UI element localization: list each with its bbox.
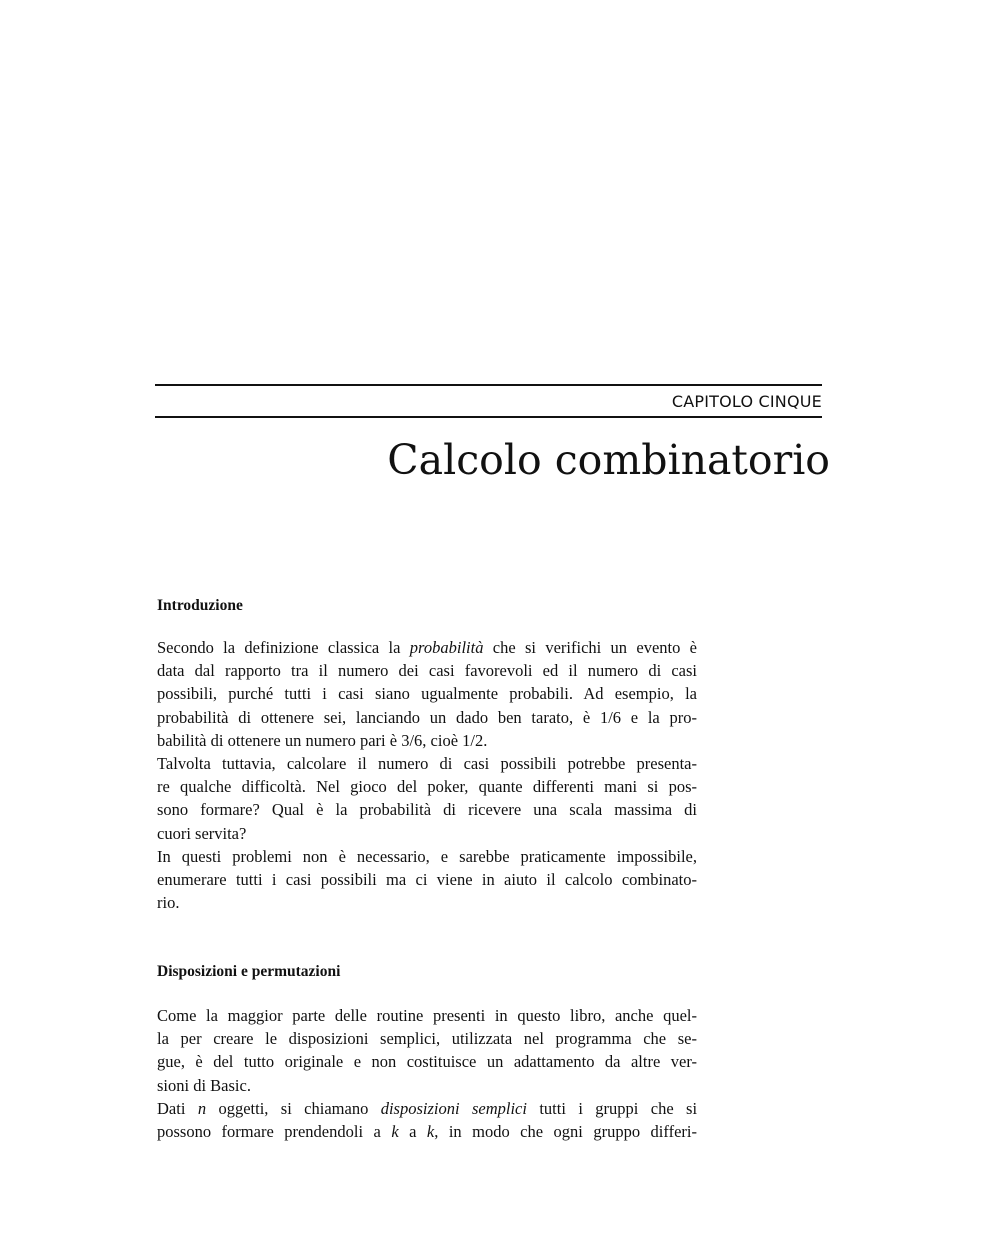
text-line: sioni di Basic. [157, 1075, 251, 1095]
text-line: In questi problemi non è necessario, e sarebbe praticamente impossibile, [157, 846, 697, 866]
text-line: possono formare prendendoli a k a k, in modo che ogni gruppo differi- [157, 1122, 697, 1142]
chapter-label: CAPITOLO CINQUE [671, 392, 822, 411]
text-line: Talvolta tuttavia, calcolare il numero di casi possibili potrebbe presenta- [157, 754, 697, 774]
text-line: sono formare? Qual è la probabilità di ricevere una scala massima di [157, 800, 697, 820]
text-line: re qualche difficoltà. Nel gioco del poker, quante differenti mani si pos- [157, 777, 697, 797]
text-line: Secondo la definizione classica la probabilità che si verifichi un evento è [157, 638, 697, 657]
section-heading-disposizioni: Disposizioni e permutazioni [157, 963, 341, 980]
text-line: Come la maggior parte delle routine presenti in questo libro, anche quel- [157, 1006, 697, 1025]
text-line: probabilità di ottenere sei, lanciando un dado ben tarato, è 1/6 e la pro- [157, 707, 697, 727]
text-line: cuori servita? [157, 823, 247, 843]
section-body-disposizioni [157, 1004, 697, 1143]
header-rule-top [155, 384, 822, 386]
text-line: babilità di ottenere un numero pari è 3/6, cioè 1/2. [157, 730, 488, 750]
section-heading-introduzione: Introduzione [157, 597, 243, 614]
header-rule-bottom [155, 416, 822, 418]
text-line: gue, è del tutto originale e non costituisce un adattamento da altre ver- [157, 1052, 697, 1072]
text-line: possibili, purché tutti i casi siano ugualmente probabili. Ad esempio, la [157, 684, 697, 704]
text-line: data dal rapporto tra il numero dei casi favorevoli ed il numero di casi [157, 661, 697, 681]
text-line: enumerare tutti i casi possibili ma ci viene in aiuto il calcolo combinato- [157, 870, 697, 890]
text-line: Dati n oggetti, si chiamano disposizioni semplici tutti i gruppi che si [157, 1098, 698, 1118]
text-line: la per creare le disposizioni semplici, utilizzata nel programma che se- [157, 1029, 697, 1049]
text-line: rio. [157, 893, 180, 913]
section-body-introduzione [157, 636, 697, 914]
chapter-title: Calcolo combinatorio [387, 436, 830, 484]
